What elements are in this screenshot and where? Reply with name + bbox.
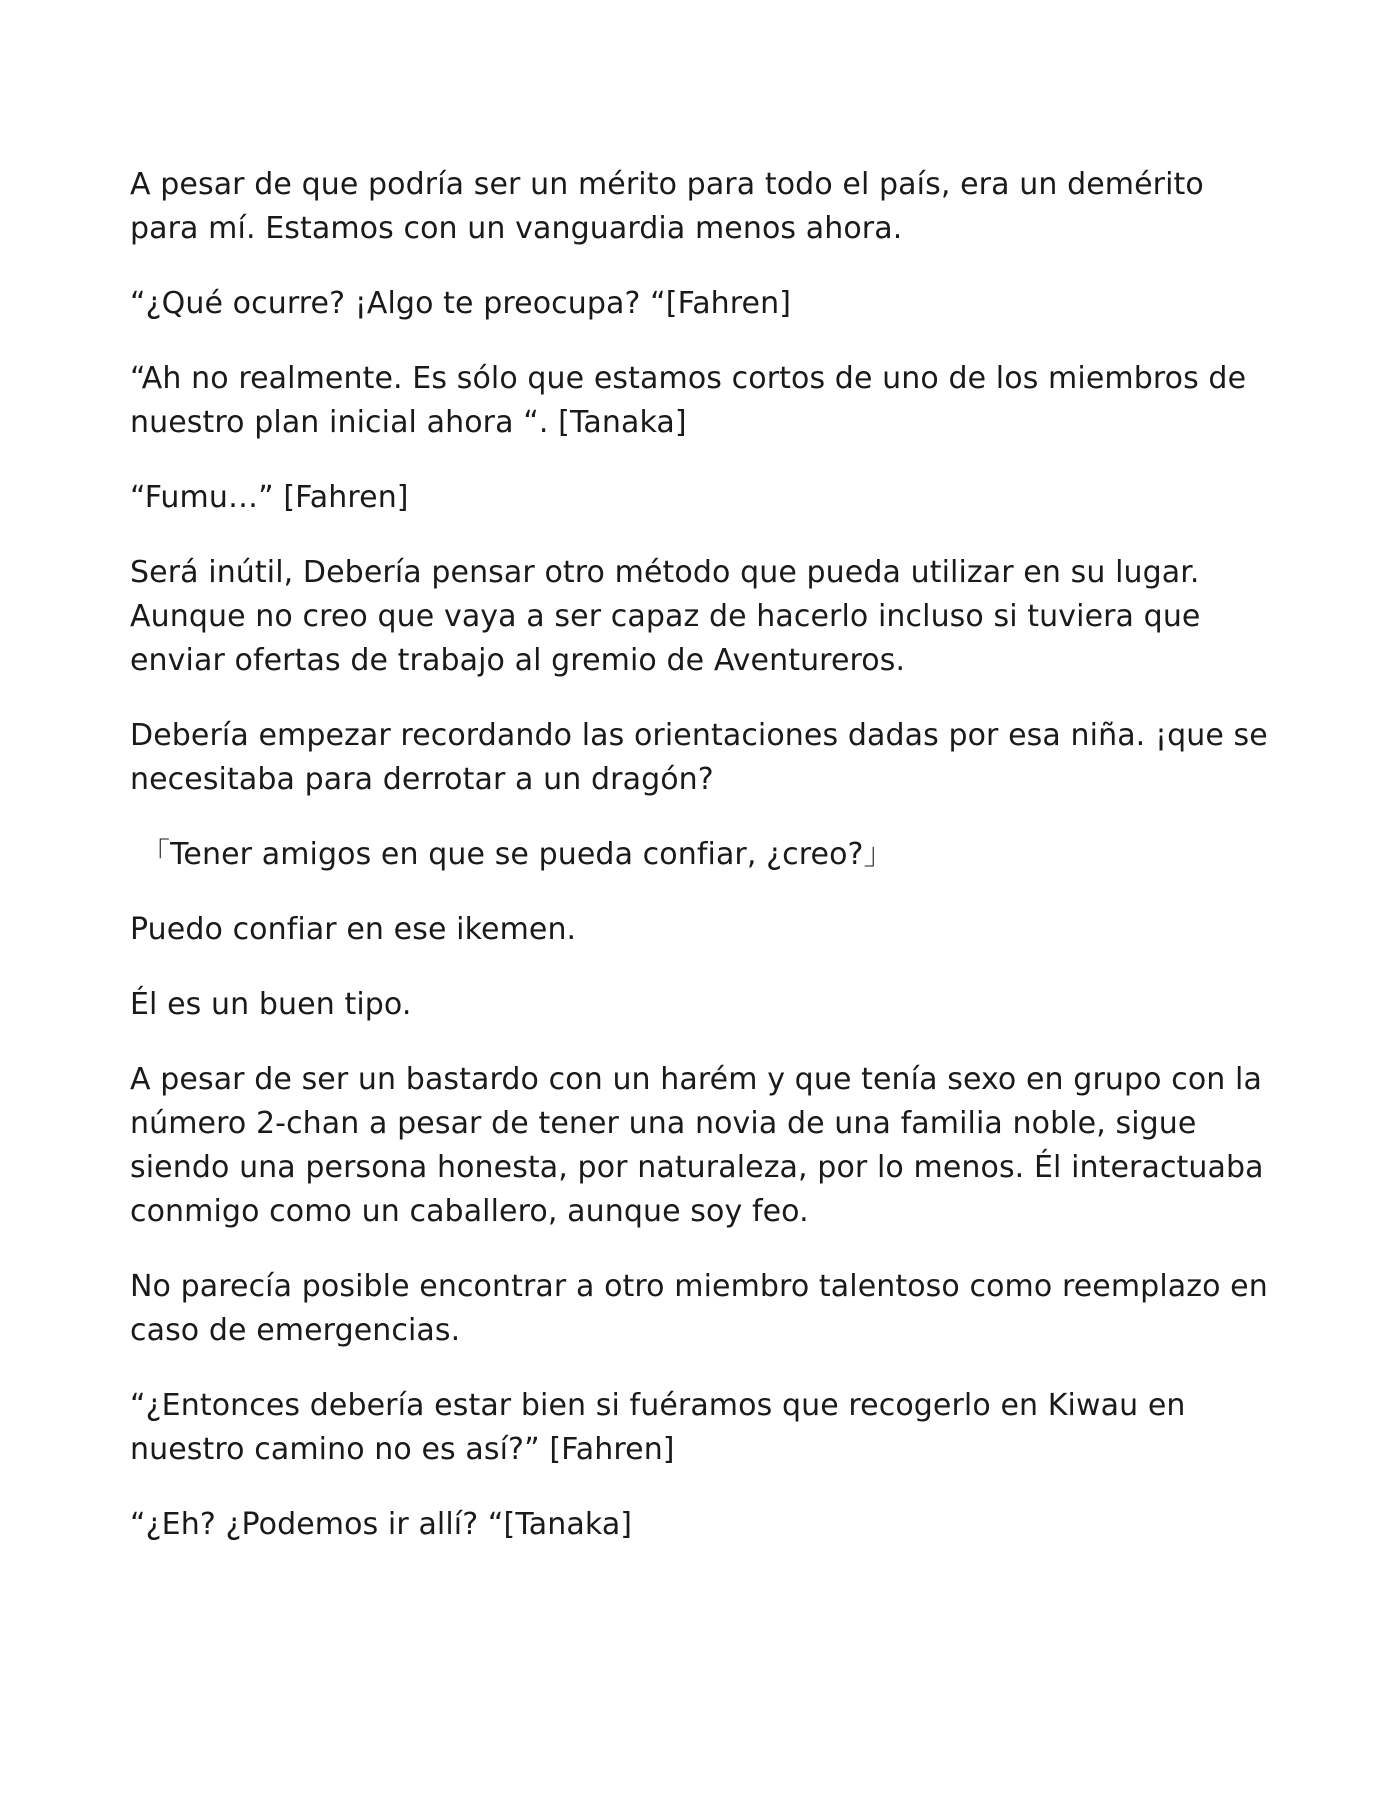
paragraph: Será inútil, Debería pensar otro método que pueda utilizar en su lugar. Aunque no creo que vaya a ser capaz de hacerlo incluso si tuviera que enviar ofertas de trabajo al gremio de Aventureros. [130, 555, 1201, 678]
paragraph: 「Tener amigos en que se pueda confiar, ¿creo?」 [140, 837, 894, 872]
paragraph: “¿Eh? ¿Podemos ir allí? “[Tanaka] [130, 1507, 633, 1542]
paragraph: “Ah no realmente. Es sólo que estamos cortos de uno de los miembros de nuestro plan inicial ahora “. [Tanaka] [130, 361, 1247, 440]
paragraph: Puedo confiar en ese ikemen. [130, 912, 577, 947]
paragraph: “¿Qué ocurre? ¡Algo te preocupa? “[Fahren] [130, 286, 792, 321]
document-body [130, 163, 1280, 1578]
paragraph: A pesar de ser un bastardo con un harém y que tenía sexo en grupo con la número 2-chan a pesar de tener una novia de una familia noble, sigue siendo una persona honesta, por naturaleza, por lo menos. Él interactuaba conmigo como un caballero, aunque soy feo. [130, 1062, 1264, 1229]
paragraph: Él es un buen tipo. [130, 987, 412, 1022]
paragraph: “¿Entonces debería estar bien si fuéramos que recogerlo en Kiwau en nuestro camino no es así?” [Fahren] [130, 1388, 1186, 1467]
paragraph: Debería empezar recordando las orientaciones dadas por esa niña. ¡que se necesitaba para derrotar a un dragón? [130, 718, 1268, 797]
paragraph: No parecía posible encontrar a otro miembro talentoso como reemplazo en caso de emergencias. [130, 1269, 1268, 1348]
paragraph: “Fumu…” [Fahren] [130, 480, 409, 515]
paragraph: A pesar de que podría ser un mérito para todo el país, era un demérito para mí. Estamos con un vanguardia menos ahora. [130, 167, 1204, 246]
